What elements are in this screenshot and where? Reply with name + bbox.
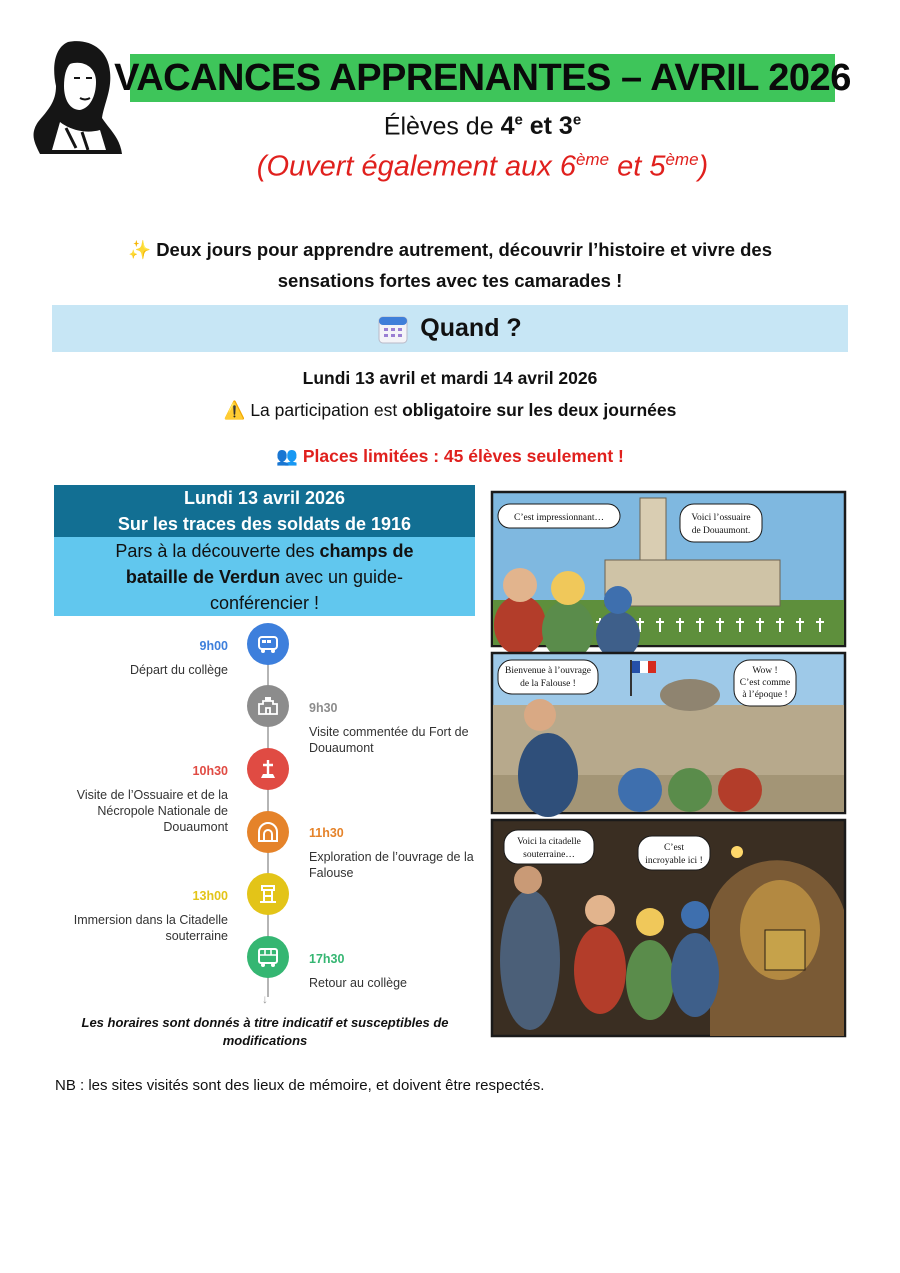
comic-bubble-text: C’est bbox=[663, 843, 685, 853]
day-theme: Sur les traces des soldats de 1916 bbox=[117, 514, 412, 534]
fort-icon bbox=[247, 685, 289, 727]
sparkles-icon: ✨ bbox=[128, 239, 152, 260]
comic-bubble-text: de Douaumont. bbox=[691, 526, 751, 536]
cross-icon bbox=[247, 748, 289, 790]
schedule-note: Les horaires sont donnés à titre indicatif et susceptibles de modifications bbox=[81, 1015, 449, 1048]
comic-bubble-text: Bienvenue à l’ouvrage bbox=[505, 666, 591, 676]
comic-bubble-text: à l’époque ! bbox=[742, 690, 788, 700]
school-portrait-logo bbox=[30, 38, 122, 154]
comic-bubble-text: incroyable ici ! bbox=[645, 856, 703, 866]
open-to-line: (Ouvert également aux 6ème et 5ème) bbox=[256, 150, 709, 183]
people-icon: 👥 bbox=[276, 446, 298, 466]
comic-bubble-text: Voici l’ossuaire bbox=[691, 513, 751, 523]
timeline-time: 9h00 bbox=[199, 639, 228, 653]
timeline-label: Immersion dans la Citadelle souterraine bbox=[73, 913, 228, 943]
calendar-icon bbox=[378, 314, 408, 344]
timeline-arrow-icon: ↓ bbox=[262, 992, 268, 1006]
comic-bubble-text: C’est impressionnant… bbox=[514, 513, 604, 523]
when-section-header bbox=[52, 305, 848, 352]
bus-icon bbox=[247, 623, 289, 665]
comic-bubble-text: Voici la citadelle bbox=[517, 837, 581, 847]
students-line: Élèves de 4e et 3e bbox=[383, 112, 582, 141]
comic-bubble-text: de la Falouse ! bbox=[520, 679, 576, 689]
bus-return-icon bbox=[247, 936, 289, 978]
timeline-label: Visite commentée du Fort de Douaumont bbox=[309, 725, 469, 755]
participation-line: ⚠️ La participation est obligatoire sur les deux journées bbox=[223, 400, 677, 420]
title-banner bbox=[114, 54, 851, 102]
timeline-label: Départ du collège bbox=[130, 663, 228, 677]
limited-places-line: 👥 Places limitées : 45 élèves seulement ! bbox=[276, 446, 624, 466]
timeline-time: 17h30 bbox=[309, 952, 345, 966]
timeline-label: Retour au collège bbox=[309, 976, 407, 990]
warning-icon: ⚠️ bbox=[223, 400, 246, 420]
comic-bubble-text: C’est comme bbox=[739, 678, 791, 688]
timeline-time: 9h30 bbox=[309, 701, 338, 715]
day-header bbox=[54, 485, 475, 537]
intro-text: ✨ Deux jours pour apprendre autrement, découvrir l’histoire et vivre des sensations fortes avec tes camarades ! bbox=[128, 239, 772, 291]
when-heading: Quand ? bbox=[420, 314, 522, 342]
timeline-label: Exploration de l’ouvrage de la Falouse bbox=[309, 850, 474, 880]
comic-bubble-text: souterraine… bbox=[523, 850, 575, 860]
day-description: Pars à la découverte des champs de bataille de Verdun avec un guide- conférencier ! bbox=[54, 537, 475, 616]
timeline-time: 10h30 bbox=[192, 764, 228, 778]
nb-note: NB : les sites visités sont des lieux de mémoire, et doivent être respectés. bbox=[55, 1077, 545, 1094]
tower-icon bbox=[247, 873, 289, 915]
comic-illustration bbox=[490, 490, 847, 1038]
timeline-label: Visite de l’Ossuaire et de la Nécropole Nationale de Douaumont bbox=[76, 788, 228, 834]
timeline-time: 11h30 bbox=[309, 826, 344, 840]
page-title: VACANCES APPRENANTES – AVRIL 2026 bbox=[114, 56, 851, 99]
comic-panel-falouse bbox=[492, 653, 845, 817]
tunnel-icon bbox=[247, 811, 289, 853]
comic-bubble-text: Wow ! bbox=[752, 666, 778, 676]
dates-line: Lundi 13 avril et mardi 14 avril 2026 bbox=[302, 368, 598, 388]
day-date: Lundi 13 avril 2026 bbox=[183, 488, 346, 508]
timeline-time: 13h00 bbox=[192, 889, 228, 903]
